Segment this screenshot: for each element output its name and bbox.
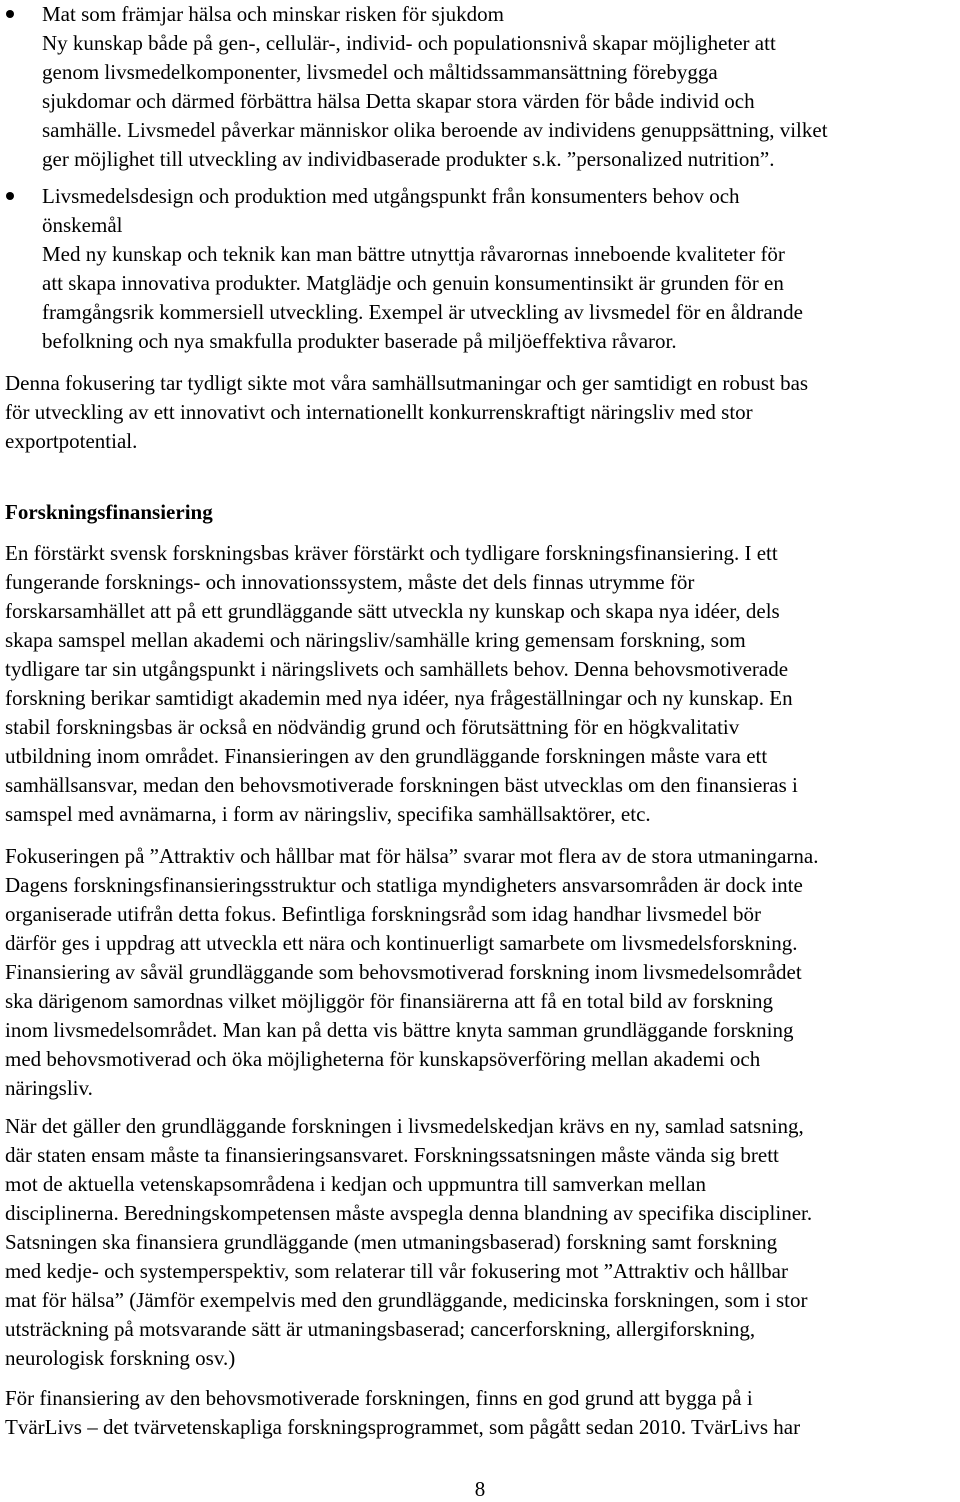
paragraph-line: forskning berikar samtidigt akademin med nya idéer, nya frågeställningar och ny kunskap. En: [5, 686, 793, 710]
summary-paragraph: [0, 369, 960, 456]
paragraph-line: Dagens forskningsfinansieringsstruktur och statliga myndigheters ansvarsområden är dock inte: [5, 873, 803, 897]
paragraph-line: Finansiering av såväl grundläggande som behovsmotiverad forskning inom livsmedelsområdet: [5, 960, 802, 984]
paragraph-line: disciplinerna. Beredningskompetensen måste avspegla denna blandning av specifika discipliner.: [5, 1201, 813, 1225]
bullet-icon: [6, 192, 14, 200]
paragraph-line: fungerande forsknings- och innovationssystem, måste det dels finnas utrymme för: [5, 570, 695, 594]
paragraph-line: ska därigenom samordnas vilket möjliggör för finansiärerna att få en total bild av forskning: [5, 989, 774, 1013]
bullet-line: Med ny kunskap och teknik kan man bättre utnyttja råvarornas inneboende kvaliteter för: [42, 242, 785, 266]
paragraph-line: utsträckning på motsvarande sätt är utmaningsbaserad; cancerforskning, allergiforskning,: [5, 1317, 756, 1341]
bullet-line: önskemål: [42, 213, 123, 237]
bullet-line: att skapa innovativa produkter. Matglädje och genuin konsumentinsikt är grunden för en: [42, 271, 784, 295]
paragraph-line: näringsliv.: [5, 1076, 93, 1100]
bullet-line: Mat som främjar hälsa och minskar risken för sjukdom: [42, 2, 504, 26]
bullet-line: Ny kunskap både på gen-, cellulär-, individ- och populationsnivå skapar möjligheter att: [42, 31, 776, 55]
bullet-icon: [6, 10, 14, 18]
paragraph-line: När det gäller den grundläggande forskningen i livsmedelskedjan krävs en ny, samlad satsning,: [5, 1114, 804, 1138]
paragraph-line: inom livsmedelsområdet. Man kan på detta vis bättre knyta samman grundläggande forskning: [5, 1018, 794, 1042]
bullet-line: befolkning och nya smakfulla produkter baserade på miljöeffektiva råvaror.: [42, 329, 677, 353]
paragraph-line: skapa samspel mellan akademi och näringsliv/samhälle kring gemensam forskning, som: [5, 628, 746, 652]
bullet-list: [0, 0, 960, 356]
paragraph: [0, 1384, 960, 1442]
bullet-line: framgångsrik kommersiell utveckling. Exempel är utveckling av livsmedel för en åldrande: [42, 300, 804, 324]
section-heading: Forskningsfinansiering: [5, 500, 213, 524]
paragraph-line: Satsningen ska finansiera grundläggande (men utmaningsbaserad) forskning samt forskning: [5, 1230, 778, 1254]
paragraph-line: där staten ensam måste ta finansieringsansvaret. Forskningssatsningen måste vända sig brett: [5, 1143, 779, 1167]
paragraph-line: För finansiering av den behovsmotiverade forskningen, finns en god grund att bygga på i: [5, 1386, 753, 1410]
bullet-item: [0, 182, 960, 356]
paragraph-line: mat för hälsa” (Jämför exempelvis med den grundläggande, medicinska forskningen, som i stor: [5, 1288, 808, 1312]
paragraph-line: mot de aktuella vetenskapsområdena i kedjan och uppmuntra till samverkan mellan: [5, 1172, 706, 1196]
bullet-line: samhälle. Livsmedel påverkar människor olika beroende av individens genuppsättning, vilket: [42, 118, 828, 142]
paragraph-line: med behovsmotiverad och öka möjligheterna för kunskapsöverföring mellan akademi och: [5, 1047, 761, 1071]
paragraph-line: för utveckling av ett innovativt och internationellt konkurrenskraftigt näringsliv med stor: [5, 400, 753, 424]
paragraph-line: Fokuseringen på ”Attraktiv och hållbar mat för hälsa” svarar mot flera av de stora utmaningarna.: [5, 844, 819, 868]
bullet-item: [0, 0, 960, 174]
paragraph-line: tydligare tar sin utgångspunkt i näringslivets och samhällets behov. Denna behovsmotiverade: [5, 657, 789, 681]
paragraph-line: forskarsamhället att på ett grundläggande sätt utveckla ny kunskap och skapa nya idéer, dels: [5, 599, 780, 623]
paragraph: [0, 1112, 960, 1373]
page-number: 8: [474, 1477, 486, 1501]
bullet-line: ger möjlighet till utveckling av individbaserade produkter s.k. ”personalized nutrition”.: [42, 147, 775, 171]
paragraph-line: därför ges i uppdrag att utveckla ett nära och kontinuerligt samarbete om livsmedelsforskning.: [5, 931, 798, 955]
paragraph-line: neurologisk forskning osv.): [5, 1346, 236, 1370]
paragraph-line: utbildning inom området. Finansieringen av den grundläggande forskningen måste vara ett: [5, 744, 768, 768]
paragraph: [0, 539, 960, 829]
paragraph-line: stabil forskningsbas är också en nödvändig grund och förutsättning för en högkvalitativ: [5, 715, 740, 739]
paragraph-line: med kedje- och systemperspektiv, som relaterar till vår fokusering mot ”Attraktiv och hållbar: [5, 1259, 788, 1283]
paragraph-line: Denna fokusering tar tydligt sikte mot våra samhällsutmaningar och ger samtidigt en robust bas: [5, 371, 809, 395]
bullet-line: sjukdomar och därmed förbättra hälsa Detta skapar stora värden för både individ och: [42, 89, 755, 113]
paragraph-line: exportpotential.: [5, 429, 138, 453]
paragraph: [0, 842, 960, 1103]
paragraph-line: organiserade utifrån detta fokus. Befintliga forskningsråd som idag handhar livsmedel bör: [5, 902, 761, 926]
bullet-line: Livsmedelsdesign och produktion med utgångspunkt från konsumenters behov och: [42, 184, 740, 208]
paragraph-line: samhällsansvar, medan den behovsmotiverade forskningen bäst utvecklas om den finansieras i: [5, 773, 798, 797]
paragraph-line: En förstärkt svensk forskningsbas kräver förstärkt och tydligare forskningsfinansiering. I ett: [5, 541, 778, 565]
paragraph-line: samspel med avnämarna, i form av näringsliv, specifika samhällsaktörer, etc.: [5, 802, 651, 826]
bullet-line: genom livsmedelkomponenter, livsmedel och måltidssammansättning förebygga: [42, 60, 718, 84]
paragraph-line: TvärLivs – det tvärvetenskapliga forskningsprogrammet, som pågått sedan 2010. TvärLivs har: [5, 1415, 801, 1439]
